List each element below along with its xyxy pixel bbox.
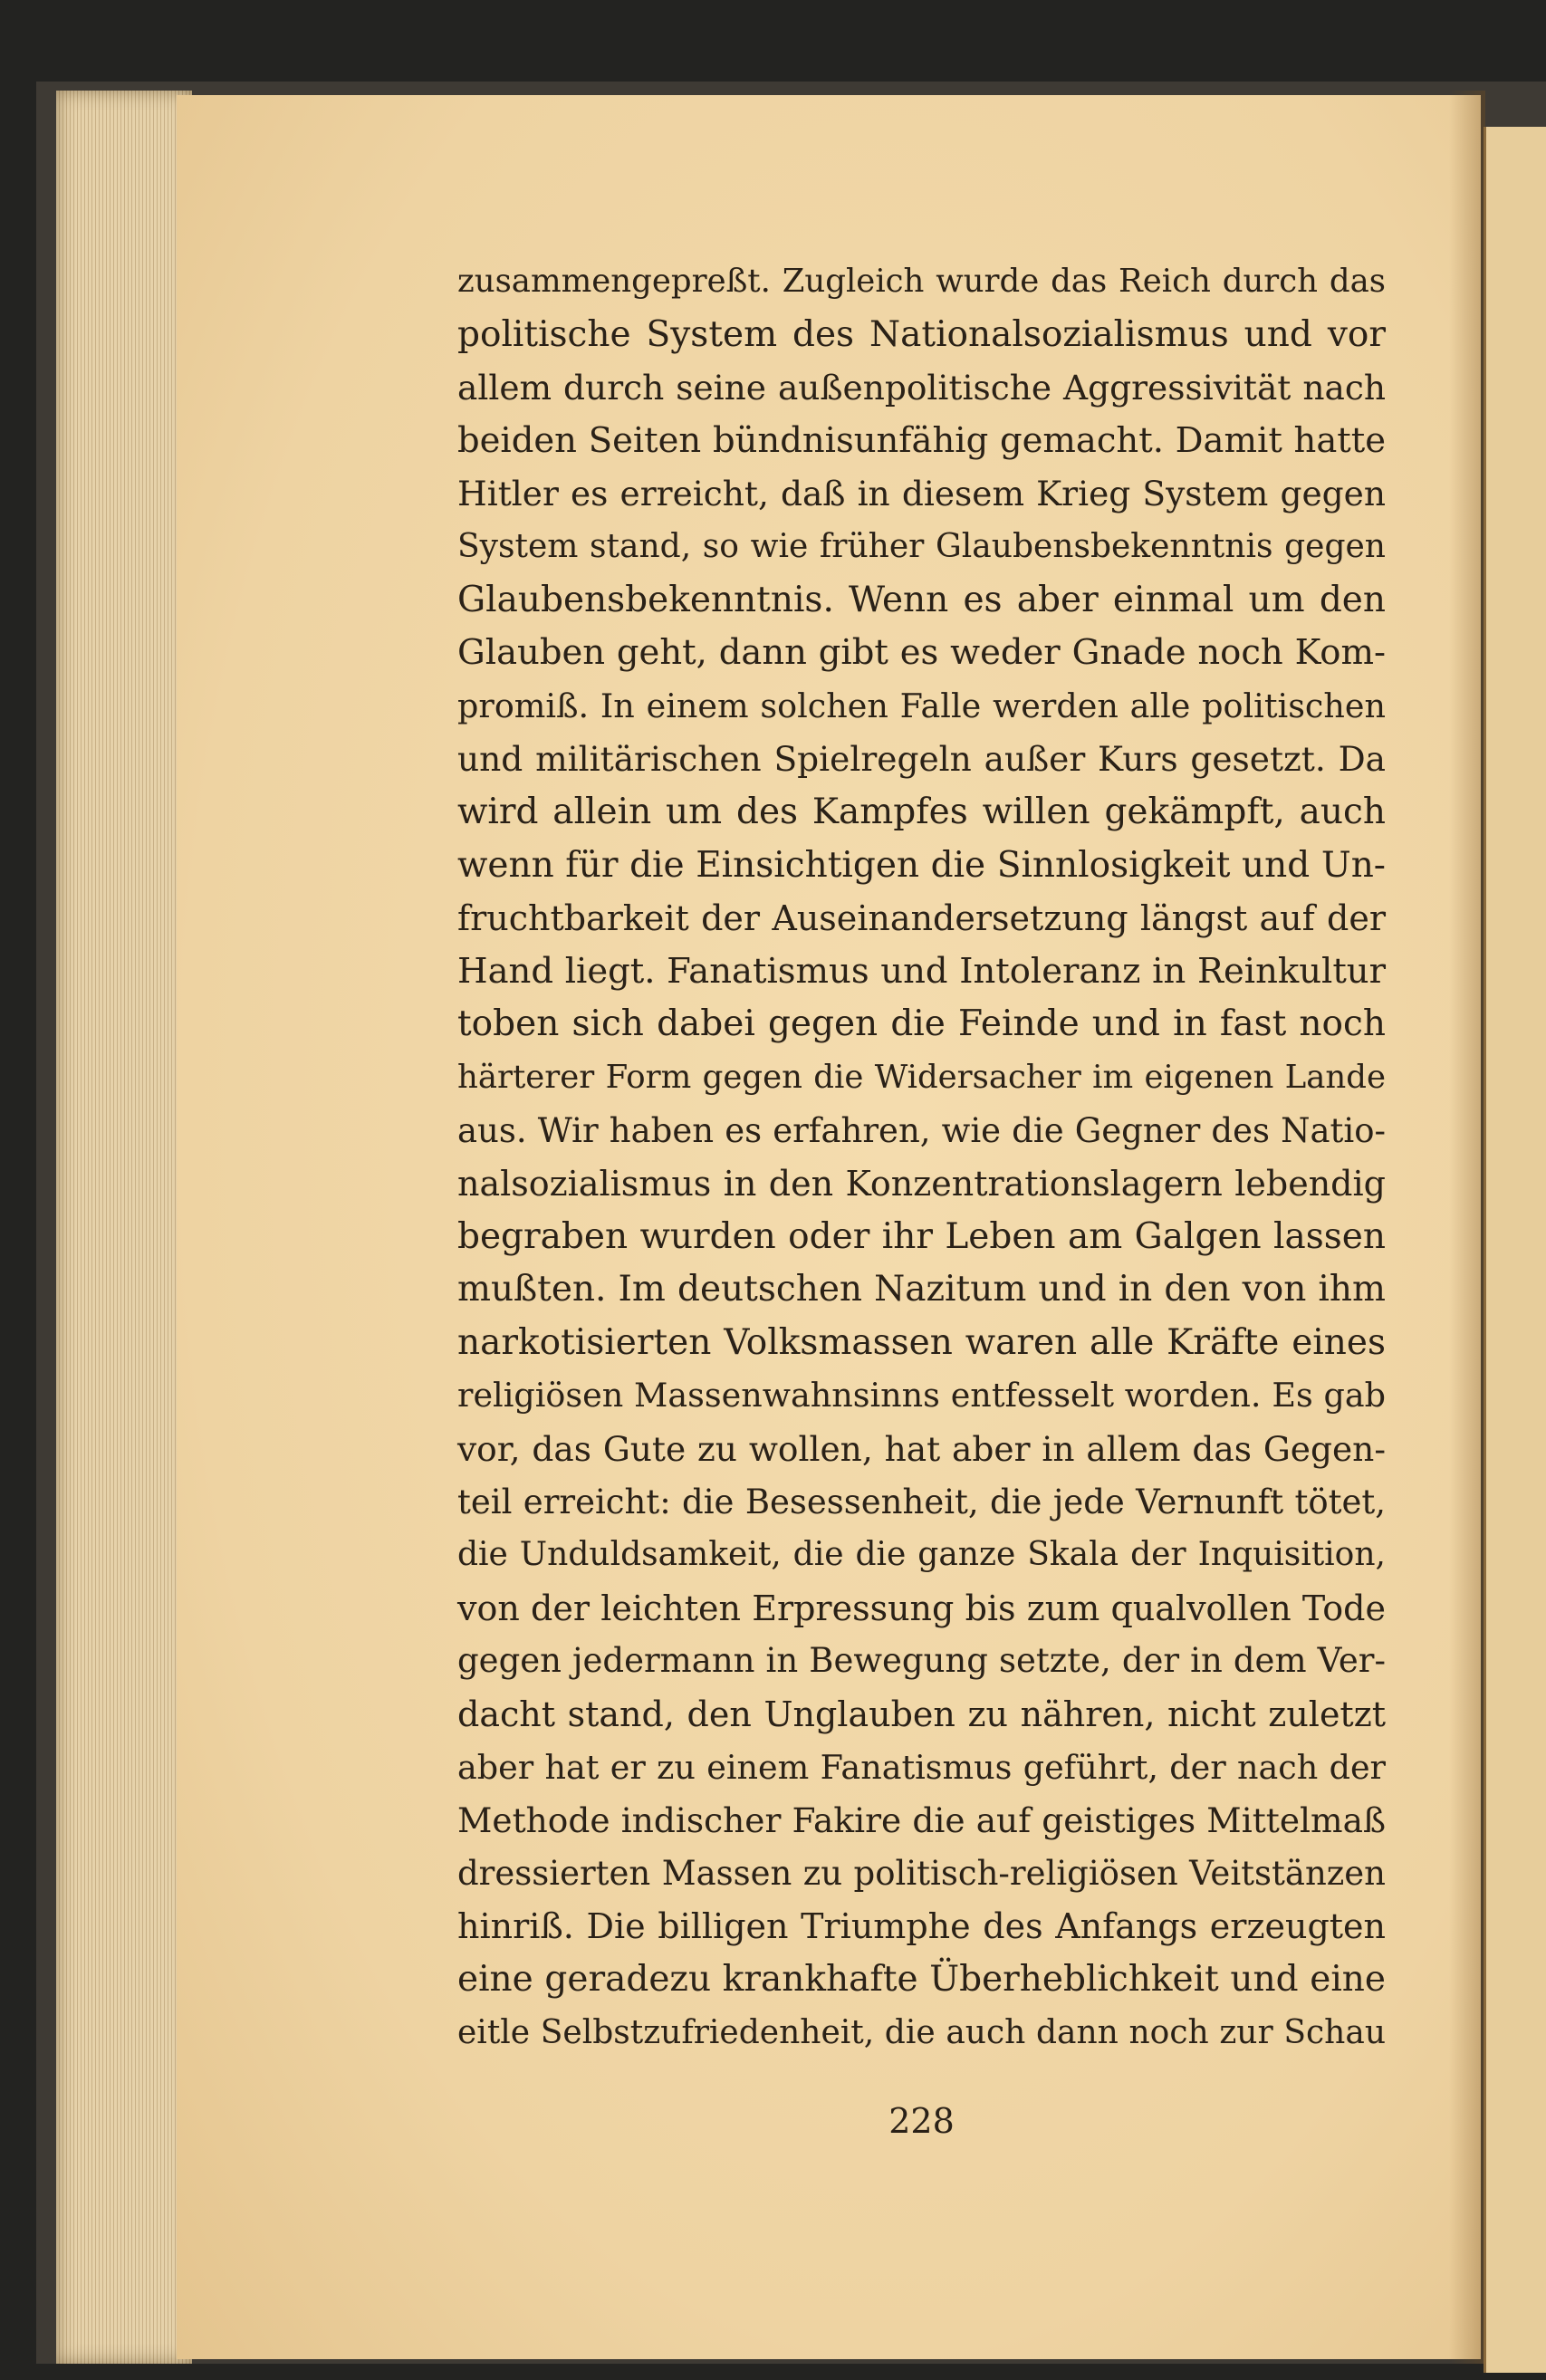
text-line: toben sich dabei gegen die Feinde und in fast noch — [457, 1003, 1386, 1045]
text-line: wenn für die Einsichtigen die Sinnlosigkeit und Un- — [457, 844, 1386, 886]
text-line: fruchtbarkeit der Auseinandersetzung längst auf der — [457, 898, 1386, 939]
text-line: von der leichten Erpressung bis zum qualvollen Tode — [457, 1588, 1386, 1628]
text-line: eine geradezu krankhafte Überheblichkeit und eine — [457, 1959, 1386, 2000]
text-line: eitle Selbstzufriedenheit, die auch dann noch zur Schau — [457, 2013, 1386, 2051]
text-line: teil erreicht: die Besessenheit, die jede Vernunft tötet, — [457, 1482, 1386, 1521]
page-gutter-shadow — [1449, 91, 1485, 2364]
text-line: promiß. In einem solchen Falle werden alle politischen — [457, 686, 1386, 725]
text-line: narkotisierten Volksmassen waren alle Kräfte eines — [457, 1321, 1386, 1363]
text-line: System stand, so wie früher Glaubensbekenntnis gegen — [457, 527, 1386, 565]
text-line: wird allein um des Kampfes willen gekämpft, auch — [457, 791, 1386, 832]
text-line: dressierten Massen zu politisch-religiösen Veitstänzen — [457, 1853, 1386, 1893]
text-line: Glaubensbekenntnis. Wenn es aber einmal um den — [457, 579, 1386, 620]
text-line: allem durch seine außenpolitische Aggressivität nach — [457, 368, 1386, 408]
text-line: mußten. Im deutschen Nazitum und in den von ihm — [457, 1269, 1386, 1310]
text-line: religiösen Massenwahnsinns entfesselt worden. Es gab — [457, 1376, 1386, 1416]
text-line: vor, das Gute zu wollen, hat aber in allem das Gegen- — [457, 1429, 1386, 1470]
text-line: Methode indischer Fakire die auf geistiges Mittelmaß — [457, 1800, 1386, 1841]
text-line: politische System des Nationalsozialismus und vor — [457, 313, 1386, 355]
facing-page-edge — [1484, 127, 1546, 2373]
text-line: aber hat er zu einem Fanatismus geführt, der nach der — [457, 1747, 1386, 1787]
text-line: die Unduldsamkeit, die die ganze Skala der Inquisition, — [457, 1536, 1386, 1574]
text-line: beiden Seiten bündnisunfähig gemacht. Damit hatte — [457, 419, 1386, 461]
page-number: 228 — [888, 2101, 955, 2141]
text-line: Hitler es erreicht, daß in diesem Krieg System gegen — [457, 474, 1386, 514]
text-line: härterer Form gegen die Widersacher im eigenen Lande — [457, 1058, 1386, 1096]
text-line: zusammengepreßt. Zugleich wurde das Reich durch das — [457, 263, 1386, 300]
body-text — [457, 255, 1386, 2059]
text-line: und militärischen Spielregeln außer Kurs gesetzt. Da — [457, 739, 1386, 780]
text-line: dacht stand, den Unglauben zu nähren, nicht zuletzt — [457, 1694, 1386, 1735]
text-line: nalsozialismus in den Konzentrationslagern lebendig — [457, 1164, 1386, 1204]
text-line: hinriß. Die billigen Triumphe des Anfangs erzeugten — [457, 1906, 1386, 1947]
text-line: begraben wurden oder ihr Leben am Galgen lassen — [457, 1215, 1386, 1257]
page-stack-edges — [56, 91, 192, 2364]
text-line: aus. Wir haben es erfahren, wie die Gegner des Natio- — [457, 1110, 1386, 1150]
text-line: gegen jedermann in Bewegung setzte, der in dem Ver- — [457, 1641, 1386, 1681]
text-line: Glauben geht, dann gibt es weder Gnade noch Kom- — [457, 632, 1386, 674]
text-line: Hand liegt. Fanatismus und Intoleranz in Reinkultur — [457, 950, 1386, 992]
